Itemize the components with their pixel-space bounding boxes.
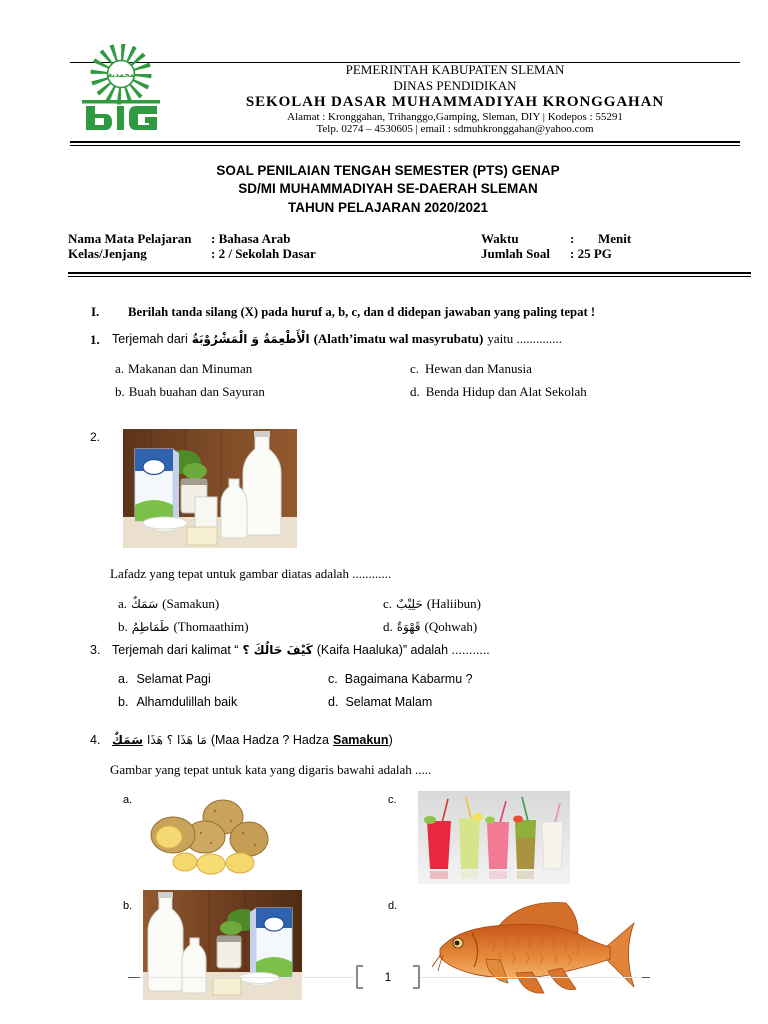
footer-right-dash <box>642 977 650 978</box>
q2-option-b <box>118 618 249 636</box>
potatoes-photo <box>145 793 270 877</box>
info-double-rule-thick <box>68 272 751 274</box>
q3-option-d <box>328 694 432 710</box>
option-text: Selamat Pagi <box>136 672 211 686</box>
section-number: I. <box>91 304 100 319</box>
q4-prompt: Gambar yang tepat untuk kata yang digaris bawahi adalah ..... <box>110 762 432 777</box>
class-value: : 2 / Sekolah Dasar <box>211 246 316 261</box>
info-double-rule-thin <box>68 276 751 277</box>
question-count-value: : 25 PG <box>570 246 612 261</box>
school-address: Alamat : Kronggahan, Trihanggo,Gamping, Sleman, DIY | Kodepos : 55291 <box>287 111 623 123</box>
subject-label: Nama Mata Pelajaran <box>68 231 192 246</box>
milk-products-photo-2 <box>143 890 302 1000</box>
logo-calligraphy: محمدية <box>107 70 135 79</box>
option-text: Selamat Malam <box>345 695 433 709</box>
q1-latin: (Alath’imatu wal masyrubatu) <box>313 331 484 346</box>
q4-latin-keyword: Samakun <box>332 733 389 747</box>
section-instruction: Berilah tanda silang (X) pada huruf a, b, c, dan d didepan jawaban yang paling tepat ! <box>128 305 596 319</box>
header-double-rule-thick <box>70 141 740 143</box>
class-label: Kelas/Jenjang <box>68 246 147 261</box>
q3-option-a <box>118 671 211 687</box>
q1-option-c <box>410 361 532 377</box>
option-letter: c. <box>383 596 393 611</box>
option-text: Benda Hidup dan Alat Sekolah <box>425 384 587 399</box>
option-letter: b. <box>118 695 129 709</box>
footer-left-line <box>140 977 355 978</box>
q3-arabic: كَيْفَ حَالُكَ ؟ <box>242 643 313 657</box>
option-letter: b. <box>118 619 128 634</box>
header-double-rule-thin <box>70 145 740 146</box>
time-unit: Menit <box>598 231 632 246</box>
option-text: Hewan dan Manusia <box>425 361 532 376</box>
fish-photo <box>428 897 636 998</box>
milk-products-photo <box>123 429 297 548</box>
option-text: Alhamdulillah baik <box>136 695 238 709</box>
option-letter: d. <box>328 695 339 709</box>
q2-option-c <box>383 595 481 613</box>
q4-number: 4. <box>90 733 101 747</box>
option-arabic: طَمَاطِمُ <box>131 620 170 634</box>
q4-question <box>112 731 393 749</box>
agency-name: DINAS PENDIDIKAN <box>393 78 517 93</box>
option-text: Buah buahan dan Sayuran <box>128 384 265 399</box>
q1-question <box>112 330 562 348</box>
exam-title: SOAL PENILAIAN TENGAH SEMESTER (PTS) GENAP <box>216 163 560 178</box>
exam-subtitle: SD/MI MUHAMMADIYAH SE-DAERAH SLEMAN <box>238 181 538 196</box>
school-name: SEKOLAH DASAR MUHAMMADIYAH KRONGGAHAN <box>245 94 665 110</box>
q4-latin-open: (Maa Hadza ? Hadza <box>210 733 329 747</box>
option-letter: b. <box>115 384 125 399</box>
page-number: 1 <box>384 970 392 984</box>
school-contact: Telp. 0274 – 4530605 | email : sdmuhkronggahan@yahoo.com <box>316 123 594 135</box>
question-count-label: Jumlah Soal <box>481 246 550 261</box>
footer-left-dash <box>128 977 140 978</box>
q2-option-a <box>118 595 219 613</box>
option-text: Makanan dan Minuman <box>128 361 253 376</box>
option-arabic: حَلِيْبٌ <box>396 597 423 611</box>
option-text: Bagaimana Kabarmu ? <box>344 672 473 686</box>
q3-option-c <box>328 671 473 687</box>
q4-latin-close: ) <box>388 733 393 747</box>
q1-option-b <box>115 384 265 400</box>
q3-question <box>112 641 490 659</box>
q4-option-b-letter: b. <box>123 900 133 912</box>
option-letter: c. <box>328 672 338 686</box>
option-letter: c. <box>410 361 420 376</box>
option-latin: (Qohwah) <box>424 619 478 634</box>
footer-right-bracket <box>413 965 420 989</box>
q3-option-b <box>118 694 237 710</box>
q2-prompt: Lafadz yang tepat untuk gambar diatas adalah ............ <box>110 566 392 581</box>
q3-number: 3. <box>90 643 101 657</box>
subject-value: : Bahasa Arab <box>211 231 291 246</box>
option-letter: d. <box>410 384 420 399</box>
q4-arabic-underlined: سَمَكٌ <box>112 733 144 747</box>
q4-arabic-main: مَا هَذَا ؟ هَذَا <box>147 733 207 747</box>
q4-latin <box>211 732 393 748</box>
q1-prefix: Terjemah dari <box>112 332 188 346</box>
option-arabic: قَهْوَةٌ <box>396 620 421 634</box>
q1-option-a <box>115 361 252 377</box>
option-letter: d. <box>383 619 393 634</box>
q2-option-d <box>383 618 477 636</box>
government-name: PEMERINTAH KABUPATEN SLEMAN <box>345 62 565 77</box>
option-latin: (Haliibun) <box>426 596 481 611</box>
q1-number: 1. <box>90 332 100 347</box>
option-arabic: سَمَكٌ <box>131 597 159 611</box>
option-letter: a. <box>118 596 128 611</box>
q4-option-d-letter: d. <box>388 900 398 912</box>
exam-year: TAHUN PELAJARAN 2020/2021 <box>287 200 489 215</box>
option-latin: (Samakun) <box>162 596 220 611</box>
q1-arabic: الْأَطْعِمَةُ وَ الْمَشْرُوْبَةُ <box>191 332 310 346</box>
fruit-juices-photo <box>418 791 570 884</box>
option-letter: a. <box>115 361 125 376</box>
q4-arabic <box>112 731 207 749</box>
q4-option-c-letter: c. <box>388 794 397 806</box>
time-separator: : <box>570 231 575 246</box>
time-label: Waktu <box>481 231 519 246</box>
q1-option-d <box>410 384 587 400</box>
q3-prefix: Terjemah dari kalimat “ <box>112 643 239 657</box>
option-letter: a. <box>118 672 129 686</box>
school-logo <box>70 44 172 132</box>
option-latin: (Thomaathim) <box>173 619 249 634</box>
q2-number: 2. <box>90 430 101 444</box>
q4-option-a-letter: a. <box>123 794 133 806</box>
footer-right-line <box>420 977 642 978</box>
q3-suffix: (Kaifa Haaluka)” adalah ........... <box>316 643 490 657</box>
footer-left-bracket <box>356 965 363 989</box>
q1-suffix: yaitu .............. <box>487 331 563 346</box>
